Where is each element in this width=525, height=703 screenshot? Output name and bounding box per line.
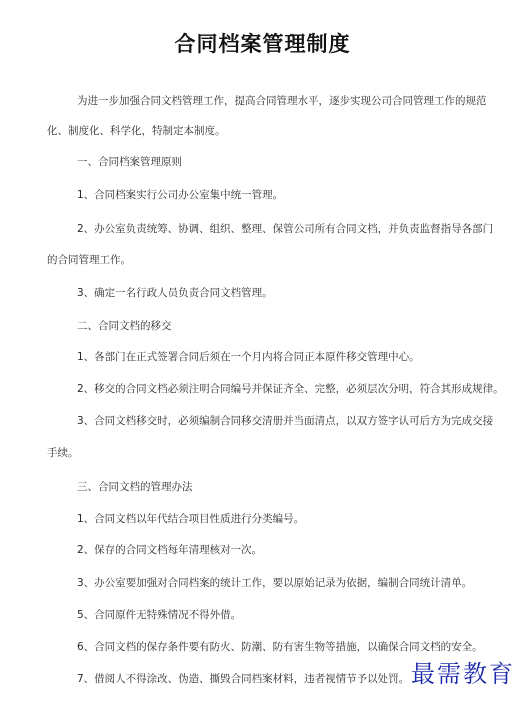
paragraph-intro-line-2: 化、制度化、科学化，特制定本制度。: [47, 125, 226, 137]
list-item-3-2: 2、保存的合同文档每年清理核对一次。: [77, 544, 263, 556]
list-item-3-1: 1、合同文档以年代结合项目性质进行分类编号。: [77, 513, 305, 525]
section-heading-3: 三、合同文档的管理办法: [77, 481, 193, 493]
list-item-3-6: 6、合同文档的保存条件要有防火、防潮、防有害生物等措施，以确保合同文档的安全。: [77, 641, 483, 653]
paragraph-intro-line-1: 为进一步加强合同文档管理工作，提高合同管理水平，逐步实现公司合同管理工作的规范: [77, 95, 487, 107]
list-item-3-3: 3、办公室要加强对合同档案的统计工作，要以原始记录为依据，编制合同统计清单。: [77, 577, 473, 589]
watermark-logo-text: 最需教育: [411, 660, 515, 688]
list-item-2-3-line-1: 3、合同文档移交时，必须编制合同移交清册并当面清点，以双方签字认可后方为完成交接: [77, 415, 494, 427]
list-item-1-2-line-2: 的合同管理工作。: [47, 254, 131, 266]
list-item-3-5: 5、合同原件无特殊情况不得外借。: [77, 609, 242, 621]
list-item-1-2-line-1: 2、办公室负责统筹、协调、组织、整理、保管公司所有合同文档，并负责监督指导各部门: [77, 223, 494, 235]
list-item-3-7: 7、借阅人不得涂改、伪造、撕毁合同档案材料，违者视情节予以处罚。: [77, 673, 410, 685]
section-heading-2: 二、合同文档的移交: [77, 320, 172, 332]
list-item-1-1: 1、合同档案实行公司办公室集中统一管理。: [77, 189, 284, 201]
document-title: 合同档案管理制度: [174, 32, 351, 56]
section-heading-1: 一、合同档案管理原则: [77, 156, 182, 168]
list-item-2-1: 1、各部门在正式签署合同后须在一个月内将合同正本原件移交管理中心。: [77, 351, 420, 363]
list-item-2-3-line-2: 手续。: [47, 447, 79, 459]
list-item-1-3: 3、确定一名行政人员负责合同文档管理。: [77, 287, 273, 299]
list-item-2-2: 2、移交的合同文档必须注明合同编号并保证齐全、完整，必须层次分明，符合其形成规律。: [77, 383, 504, 395]
